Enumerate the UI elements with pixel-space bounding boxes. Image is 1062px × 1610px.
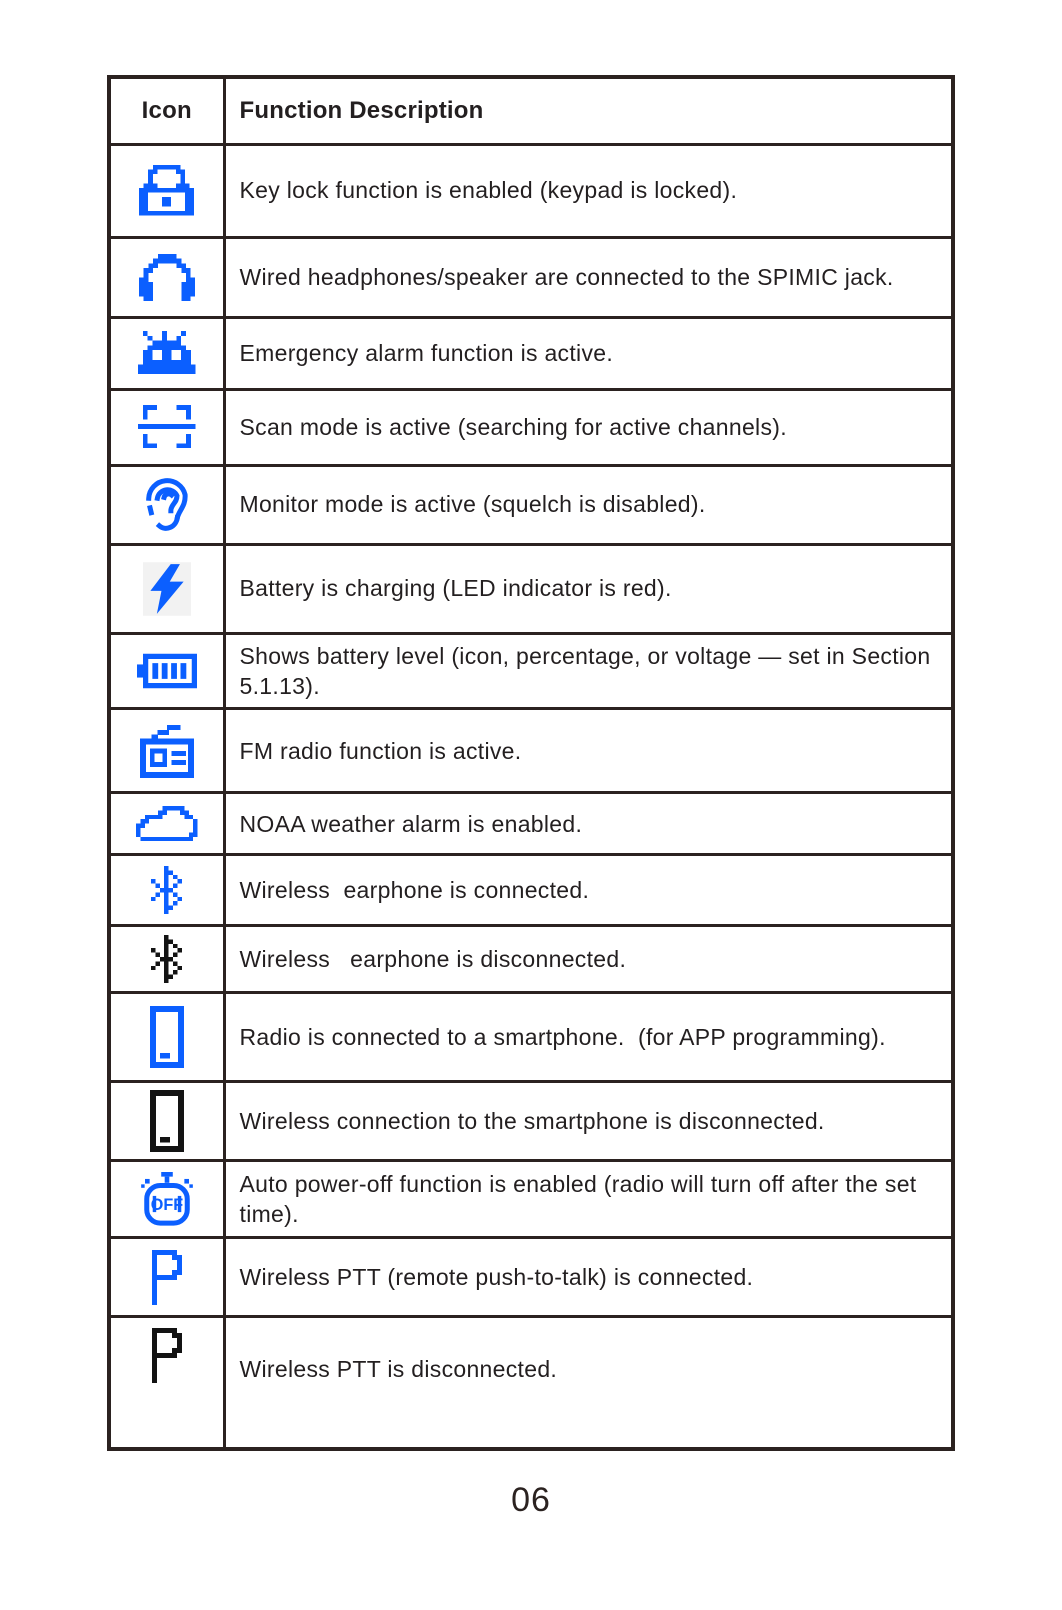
- function-description: Wireless PTT (remote push-to-talk) is connected.: [224, 1238, 953, 1317]
- table-row: [109, 1317, 953, 1449]
- table-row: [109, 993, 953, 1082]
- icon-cell: [109, 144, 224, 237]
- function-description: Auto power-off function is enabled (radio will turn off after the set time).: [224, 1161, 953, 1238]
- function-description: Key lock function is enabled (keypad is locked).: [224, 144, 953, 237]
- svg-text:OFF: OFF: [150, 1196, 183, 1215]
- function-description: FM radio function is active.: [224, 709, 953, 793]
- bluetooth-connected-icon: [151, 866, 182, 914]
- icon-cell: [109, 633, 224, 709]
- table-row: [109, 144, 953, 237]
- noaa-weather-cloud-icon: [136, 806, 198, 841]
- table-header-row: [109, 77, 953, 144]
- icon-cell: [109, 1082, 224, 1161]
- auto-power-off-icon: [138, 1172, 196, 1226]
- table-row: [109, 633, 953, 709]
- icon-cell: [109, 317, 224, 389]
- monitor-ear-icon: [142, 476, 192, 534]
- icon-cell: [109, 793, 224, 855]
- table-row: [109, 317, 953, 389]
- function-description: Wireless PTT is disconnected.: [224, 1317, 953, 1449]
- icon-cell: [109, 544, 224, 633]
- wireless-ptt-connected-icon: [152, 1250, 182, 1305]
- table-row: [109, 544, 953, 633]
- battery-level-icon: [137, 652, 197, 690]
- function-description: Emergency alarm function is active.: [224, 317, 953, 389]
- function-description: Monitor mode is active (squelch is disabled).: [224, 465, 953, 544]
- wireless-ptt-disconnected-icon: [152, 1328, 182, 1383]
- table-row: [109, 855, 953, 926]
- icon-cell: [109, 389, 224, 465]
- bluetooth-disconnected-icon: [151, 935, 182, 983]
- scan-mode-icon: [138, 405, 196, 448]
- wired-headphones-icon: [139, 254, 195, 301]
- function-description: Battery is charging (LED indicator is red).: [224, 544, 953, 633]
- function-description: Radio is connected to a smartphone. (for APP programming).: [224, 993, 953, 1082]
- icon-cell: [109, 1238, 224, 1317]
- icon-cell: [109, 709, 224, 793]
- table-row: [109, 1161, 953, 1238]
- icon-cell: [109, 993, 224, 1082]
- table-row: [109, 926, 953, 993]
- function-description: Wireless connection to the smartphone is disconnected.: [224, 1082, 953, 1161]
- smartphone-connected-icon: [149, 1006, 185, 1068]
- emergency-alarm-icon: [138, 331, 196, 374]
- function-description: Wireless earphone is disconnected.: [224, 926, 953, 993]
- table-row: [109, 709, 953, 793]
- function-description: Shows battery level (icon, percentage, or voltage — set in Section 5.1.13).: [224, 633, 953, 709]
- table-row: [109, 793, 953, 855]
- page-number: 06: [511, 1480, 551, 1519]
- document-page: [0, 75, 1062, 1520]
- icon-cell: [109, 1317, 224, 1449]
- description-column-header: Function Description: [224, 77, 953, 144]
- icon-column-header: Icon: [109, 77, 224, 144]
- icon-function-table: [107, 75, 955, 1451]
- table-row: [109, 465, 953, 544]
- table-row: [109, 1082, 953, 1161]
- battery-charging-icon: [143, 562, 191, 616]
- table-row: [109, 1238, 953, 1317]
- fm-radio-icon: [139, 724, 195, 778]
- smartphone-disconnected-icon: [149, 1090, 185, 1152]
- key-lock-icon: [139, 165, 194, 216]
- function-description: Wired headphones/speaker are connected to the SPIMIC jack.: [224, 237, 953, 317]
- icon-cell: [109, 237, 224, 317]
- function-description: NOAA weather alarm is enabled.: [224, 793, 953, 855]
- icon-cell: [109, 855, 224, 926]
- table-row: [109, 389, 953, 465]
- icon-cell: [109, 926, 224, 993]
- function-description: Scan mode is active (searching for active channels).: [224, 389, 953, 465]
- icon-cell: [109, 465, 224, 544]
- function-description: Wireless earphone is connected.: [224, 855, 953, 926]
- icon-cell: [109, 1161, 224, 1238]
- table-row: [109, 237, 953, 317]
